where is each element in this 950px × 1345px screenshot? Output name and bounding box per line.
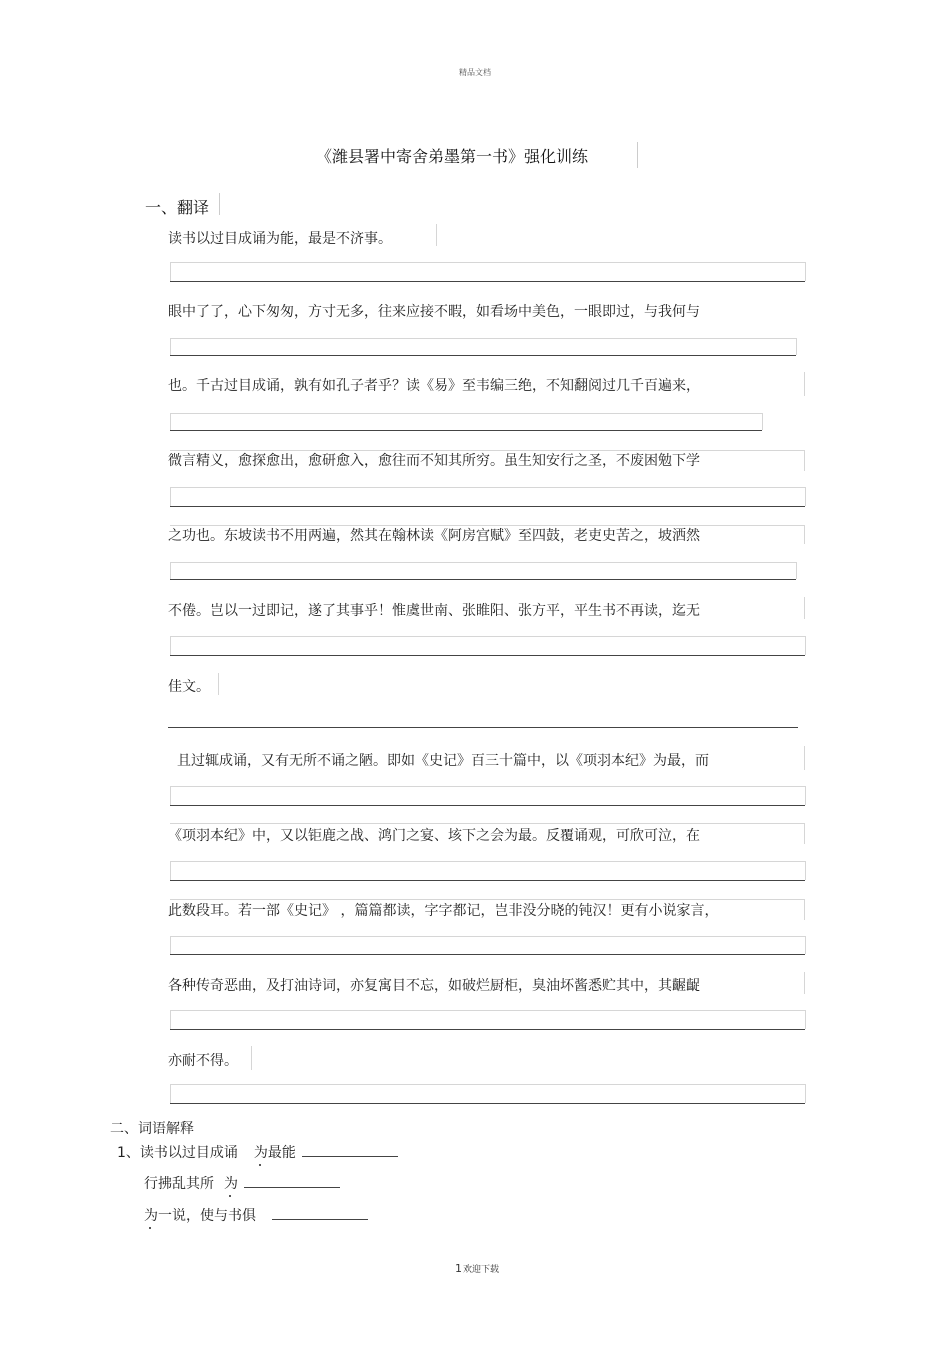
section-divider [219, 193, 220, 215]
answer-line[interactable] [170, 506, 805, 507]
vocab-answer-blank[interactable] [244, 1173, 340, 1188]
answer-line[interactable] [170, 1029, 805, 1030]
answer-guide [170, 1010, 806, 1029]
answer-line[interactable] [170, 954, 805, 955]
page-footer [455, 1262, 499, 1275]
answer-guide [170, 487, 806, 506]
answer-guide [170, 338, 797, 355]
footer-text: 欢迎下载 [463, 1265, 500, 1275]
vocab-word: 为 [224, 1176, 238, 1192]
passage-line: 《项羽本纪》中，又以钜鹿之战、鸿门之宴、垓下之会为最。反覆诵观，可欣可泣，在 [168, 828, 700, 844]
passage-line: 佳文。 [168, 679, 210, 695]
page-title: 《潍县署中寄舍弟墨第一书》强化训练 [316, 147, 589, 166]
answer-line[interactable] [170, 579, 796, 580]
text-guide [251, 1046, 252, 1070]
answer-line[interactable] [170, 281, 805, 282]
text-guide [436, 224, 437, 246]
vocab-word: 为 [253, 1145, 268, 1161]
passage-line: 且过辄成诵，又有无所不诵之陋。即如《史记》百三十篇中，以《项羽本纪》为最，而 [177, 753, 709, 769]
section-heading-translation: 一、翻译 [145, 198, 210, 217]
title-divider [637, 142, 638, 168]
vocab-suffix: 最能 [267, 1145, 296, 1161]
passage-line: 各种传奇恶曲，及打油诗词，亦复寓目不忘，如破烂厨柜，臭油坏酱悉贮其中，其齷齪 [168, 978, 700, 994]
text-guide [804, 372, 805, 396]
answer-line[interactable] [170, 805, 805, 806]
vocab-word: 为 [144, 1208, 158, 1224]
passage-line: 微言精义，愈探愈出，愈研愈入，愈往而不知其所穷。虽生知安行之圣，不废困勉下学 [168, 453, 700, 469]
answer-line[interactable] [170, 880, 805, 881]
vocab-item [117, 1142, 398, 1162]
text-guide [804, 597, 805, 619]
vocab-item [144, 1173, 340, 1193]
section-heading-vocabulary: 二、词语解释 [110, 1121, 194, 1137]
text-guide [170, 450, 805, 471]
text-guide [804, 972, 805, 994]
header-note: 精品文档 [459, 68, 491, 77]
vocab-prefix: 行拂乱其所 [144, 1176, 214, 1192]
answer-line[interactable] [170, 430, 762, 431]
passage-line: 眼中了了，心下匆匆，方寸无多，往来应接不暇，如看场中美色，一眼即过，与我何与 [168, 304, 700, 320]
answer-guide [170, 936, 806, 954]
text-guide [804, 746, 805, 770]
answer-guide [170, 413, 763, 430]
answer-line[interactable] [170, 1103, 805, 1104]
vocab-answer-blank[interactable] [302, 1142, 398, 1157]
answer-guide [170, 262, 806, 281]
answer-guide [170, 786, 806, 805]
vocab-suffix: 一说，使与书俱 [158, 1208, 256, 1224]
answer-guide [170, 861, 806, 880]
vocab-prefix: 1、读书以过目成诵 [117, 1145, 238, 1161]
answer-line[interactable] [170, 655, 805, 656]
passage-line: 之功也。东坡读书不用两遍，然其在翰林读《阿房宫赋》至四鼓，老吏史苦之，坡洒然 [168, 528, 700, 544]
passage-line: 此数段耳。若一部《史记》 ，篇篇都读，字字都记，岂非没分晓的钝汉！更有小说家言， [168, 903, 719, 919]
answer-guide [170, 1084, 806, 1103]
page-number: 1 [455, 1262, 462, 1275]
answer-line[interactable] [170, 355, 796, 356]
answer-guide [170, 562, 797, 579]
answer-line[interactable] [168, 727, 798, 728]
text-guide [170, 823, 805, 844]
answer-guide [170, 636, 806, 655]
passage-line: 也。千古过目成诵，孰有如孔子者乎？读《易》至韦编三绝，不知翻阅过几千百遍来， [168, 378, 700, 394]
passage-line: 亦耐不得。 [168, 1053, 238, 1069]
vocab-answer-blank[interactable] [272, 1205, 368, 1220]
text-guide [218, 673, 219, 695]
passage-line: 读书以过目成诵为能，最是不济事。 [168, 231, 392, 247]
vocab-item [144, 1205, 368, 1225]
text-guide [170, 899, 805, 920]
passage-line: 不倦。岂以一过即记，遂了其事乎！惟虞世南、张睢阳、张方平，平生书不再读，迄无 [168, 603, 700, 619]
text-guide [170, 525, 805, 544]
